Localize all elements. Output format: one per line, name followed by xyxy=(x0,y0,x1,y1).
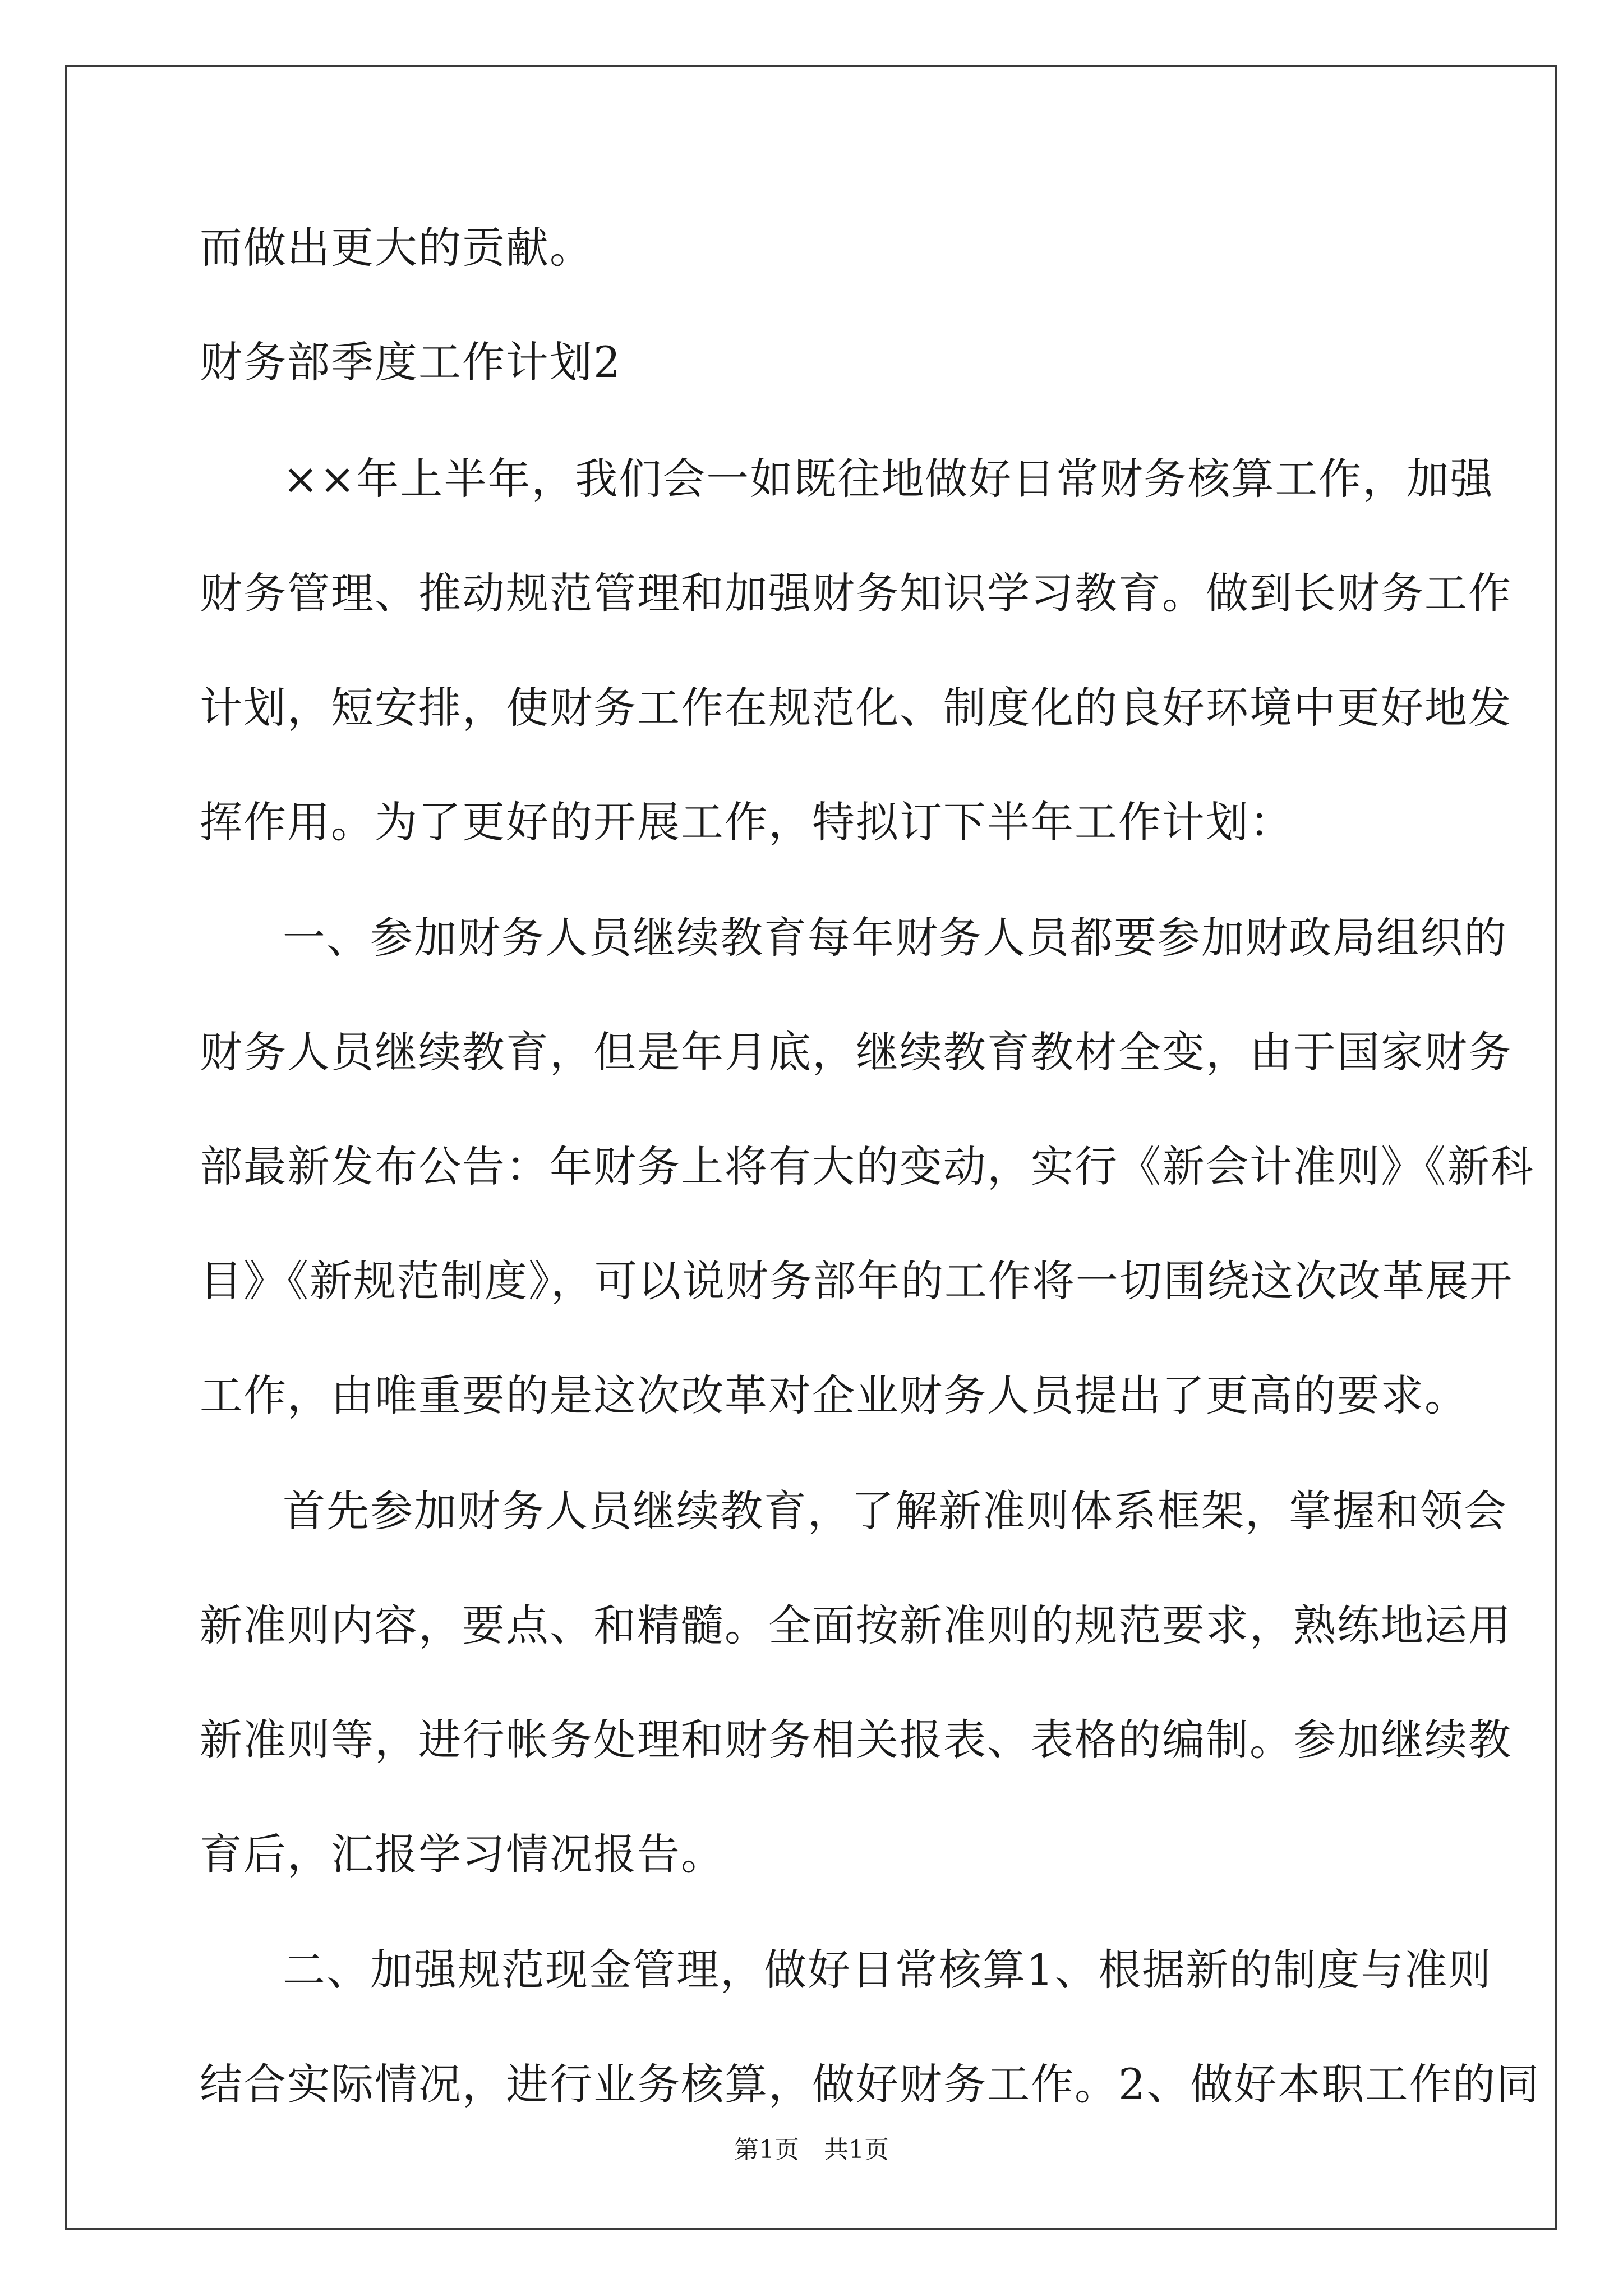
paragraph-line: 目》《新规范制度》，可以说财务部年的工作将一切围绕这次改革展开 xyxy=(200,1256,1513,1306)
paragraph-line: 育后，汇报学习情况报告。 xyxy=(200,1829,725,1879)
paragraph-line: 财务人员继续教育，但是年月底，继续教育教材全变，由于国家财务 xyxy=(200,1027,1512,1077)
text-line: 而做出更大的贡献。 xyxy=(200,223,593,273)
paragraph-line: 结合实际情况，进行业务核算，做好财务工作。2、做好本职工作的同 xyxy=(200,2059,1541,2109)
paragraph-line: 二、加强规范现金管理，做好日常核算1、根据新的制度与准则 xyxy=(283,1945,1492,1995)
section-heading: 财务部季度工作计划2 xyxy=(200,337,622,387)
paragraph-line: 工作，由唯重要的是这次改革对企业财务人员提出了更高的要求。 xyxy=(200,1370,1468,1420)
paragraph-line: 一、参加财务人员继续教育每年财务人员都要参加财政局组织的 xyxy=(283,913,1507,963)
page-total: 共1页 xyxy=(824,2136,889,2164)
page-footer xyxy=(0,2133,1623,2167)
paragraph-line: 新准则内容，要点、和精髓。全面按新准则的规范要求，熟练地运用 xyxy=(200,1600,1512,1650)
page-number: 第1页 xyxy=(734,2136,799,2164)
paragraph-line: 财务管理、推动规范管理和加强财务知识学习教育。做到长财务工作 xyxy=(200,568,1512,618)
paragraph-line: 新准则等，进行帐务处理和财务相关报表、表格的编制。参加继续教 xyxy=(200,1715,1512,1765)
paragraph-line: 挥作用。为了更好的开展工作，特拟订下半年工作计划： xyxy=(200,797,1293,847)
paragraph-line: 首先参加财务人员继续教育，了解新准则体系框架，掌握和领会 xyxy=(283,1486,1507,1536)
paragraph-line: ××年上半年，我们会一如既往地做好日常财务核算工作，加强 xyxy=(283,454,1494,504)
paragraph-line: 部最新发布公告：年财务上将有大的变动，实行《新会计准则》《新科 xyxy=(200,1142,1534,1191)
paragraph-line: 计划，短安排，使财务工作在规范化、制度化的良好环境中更好地发 xyxy=(200,683,1512,733)
